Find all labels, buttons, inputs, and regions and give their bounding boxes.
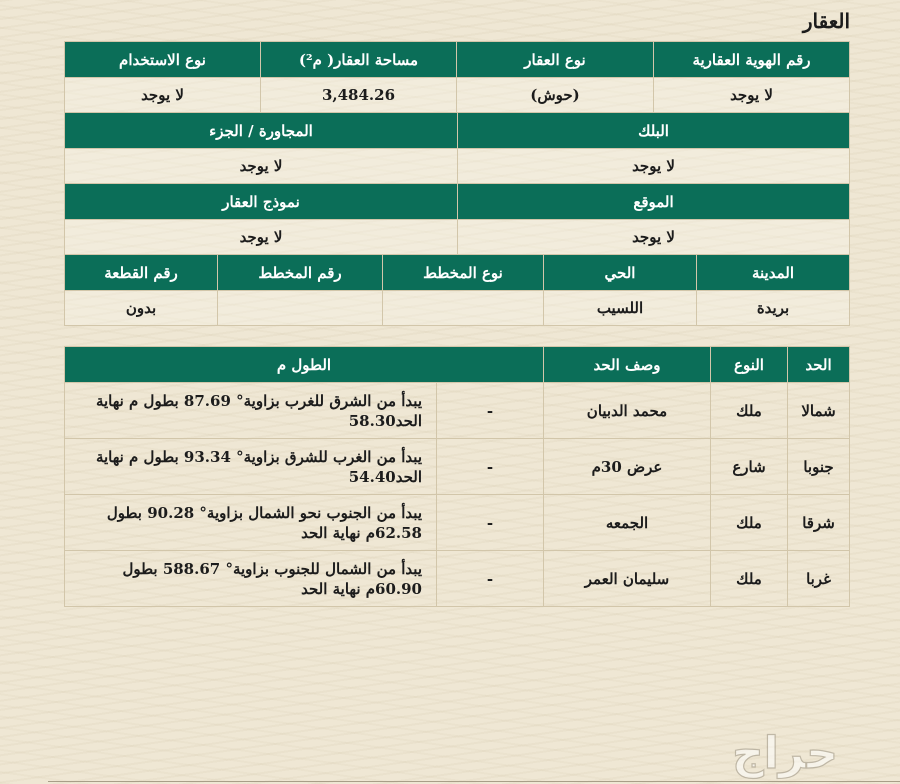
city-table xyxy=(64,254,850,326)
boundary-dash: - xyxy=(437,439,544,495)
header-boundary: الحد xyxy=(788,347,850,383)
boundary-type: شارع xyxy=(711,439,788,495)
header-neighborhood-part: المجاورة / الجزء xyxy=(65,113,458,149)
boundary-desc: سليمان العمر xyxy=(544,551,711,607)
table-row xyxy=(64,439,849,495)
table-row xyxy=(64,495,849,551)
header-city: المدينة xyxy=(697,255,850,291)
boundary-type: ملك xyxy=(711,495,788,551)
header-length: الطول م xyxy=(64,347,543,383)
value-plan-number xyxy=(218,291,383,326)
page-divider xyxy=(48,781,900,782)
value-block: لا يوجد xyxy=(458,149,850,184)
boundary-type: ملك xyxy=(711,383,788,439)
value-property-id: لا يوجد xyxy=(654,78,850,113)
value-city: بريدة xyxy=(697,291,850,326)
boundary-side: شمالا xyxy=(788,383,850,439)
header-plan-number: رقم المخطط xyxy=(218,255,383,291)
block-table xyxy=(64,112,850,184)
header-plan-type: نوع المخطط xyxy=(383,255,544,291)
boundary-dash: - xyxy=(437,383,544,439)
value-plot-number: بدون xyxy=(65,291,218,326)
haraj-watermark-logo xyxy=(680,724,890,780)
value-property-area: 3,484.26 xyxy=(261,78,457,113)
value-district: اللسيب xyxy=(544,291,697,326)
table-row xyxy=(64,383,849,439)
value-property-type: (حوش) xyxy=(457,78,654,113)
value-usage-type: لا يوجد xyxy=(65,78,261,113)
table-row xyxy=(64,551,849,607)
value-neighborhood-part: لا يوجد xyxy=(65,149,458,184)
property-info-table xyxy=(64,41,850,113)
value-location: لا يوجد xyxy=(458,220,850,255)
boundary-side: شرقا xyxy=(788,495,850,551)
boundaries-table xyxy=(64,346,850,607)
header-property-area: مساحة العقار( م²) xyxy=(261,42,457,78)
header-usage-type: نوع الاستخدام xyxy=(65,42,261,78)
section-title: العقار xyxy=(802,9,850,33)
value-property-model: لا يوجد xyxy=(65,220,458,255)
boundary-desc: محمد الدبيان xyxy=(544,383,711,439)
boundary-desc: الجمعه xyxy=(544,495,711,551)
boundary-length: يبدأ من الجنوب نحو الشمال بزاوية° 90.28 بطول 62.58م نهاية الحد xyxy=(64,495,436,551)
watermark-text: حراج xyxy=(732,728,838,779)
header-property-id: رقم الهوية العقارية xyxy=(654,42,850,78)
header-plot-number: رقم القطعة xyxy=(65,255,218,291)
boundary-type: ملك xyxy=(711,551,788,607)
header-location: الموقع xyxy=(458,184,850,220)
value-plan-type xyxy=(383,291,544,326)
boundary-desc: عرض 30م xyxy=(544,439,711,495)
header-block: البلك xyxy=(458,113,850,149)
boundary-dash: - xyxy=(437,551,544,607)
boundary-side: غربا xyxy=(788,551,850,607)
header-boundary-desc: وصف الحد xyxy=(544,347,711,383)
header-district: الحي xyxy=(544,255,697,291)
header-boundary-type: النوع xyxy=(711,347,788,383)
boundary-dash: - xyxy=(437,495,544,551)
header-property-type: نوع العقار xyxy=(457,42,654,78)
boundary-length: يبدأ من الغرب للشرق بزاوية° 93.34 بطول م نهاية الحد54.40 xyxy=(64,439,436,495)
boundary-side: جنوبا xyxy=(788,439,850,495)
location-table xyxy=(64,183,850,255)
boundary-length: يبدأ من الشمال للجنوب بزاوية° 588.67 بطول 60.90م نهاية الحد xyxy=(64,551,436,607)
boundary-length: يبدأ من الشرق للغرب بزاوية° 87.69 بطول م نهاية الحد58.30 xyxy=(64,383,436,439)
header-property-model: نموذج العقار xyxy=(65,184,458,220)
